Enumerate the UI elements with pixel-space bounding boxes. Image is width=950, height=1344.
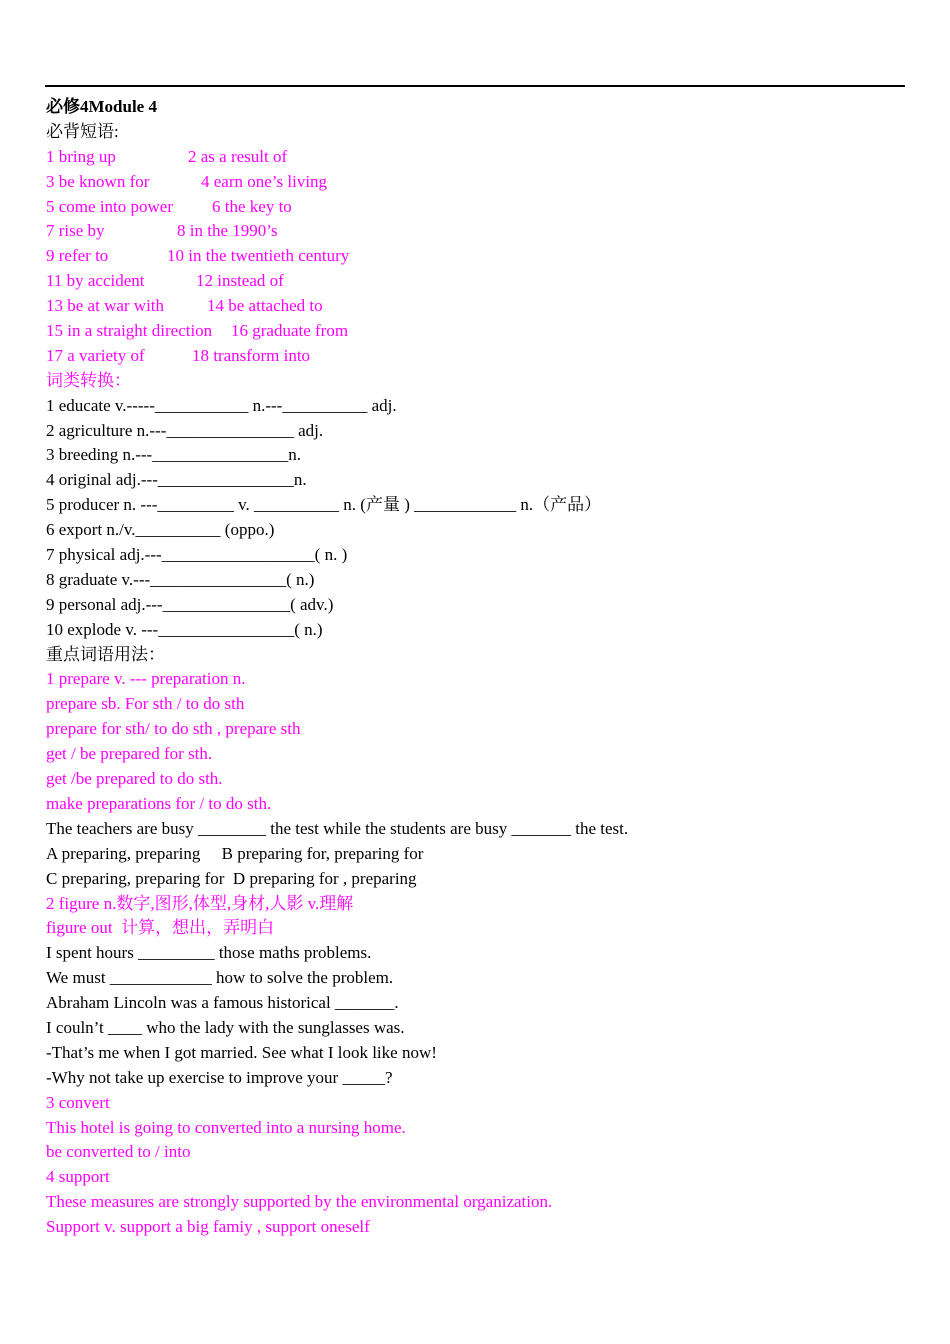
conversion-item: 3 breeding n.---________________n.	[46, 445, 301, 465]
usage-line: 4 support	[46, 1167, 110, 1187]
usage-line: prepare for sth/ to do sth , prepare sth	[46, 719, 301, 739]
phrase-item: 15 in a straight direction	[46, 321, 213, 341]
phrase-item: 10 in the twentieth century	[167, 246, 350, 266]
document-body	[46, 95, 906, 1240]
usage-line: A preparing, preparing B preparing for, preparing for	[46, 843, 424, 863]
conversion-item: 6 export n./v.__________ (oppo.)	[46, 520, 275, 540]
usage-heading: 重点词语用法：	[46, 644, 165, 664]
usage-line: be converted to / into	[46, 1142, 191, 1162]
usage-line: Support v. support a big famiy , support oneself	[46, 1217, 370, 1237]
phrase-item: 4 earn one’s living	[201, 171, 328, 191]
phrase-row	[46, 145, 906, 170]
usage-line: 1 prepare v. --- preparation n.	[46, 669, 246, 689]
phrase-item: 17 a variety of	[46, 345, 145, 365]
usage-list	[46, 667, 906, 1239]
phrase-row	[46, 269, 906, 294]
conversion-item: 2 agriculture n.---_______________ adj.	[46, 420, 324, 440]
conversion-item: 5 producer n. ---_________ v. __________ n. (产量 ) ____________ n.（产品）	[46, 495, 602, 515]
conversion-item: 7 physical adj.---__________________( n. )	[46, 545, 348, 565]
phrase-item: 7 rise by	[46, 221, 105, 241]
phrase-item: 3 be known for	[46, 171, 150, 191]
conversion-item: 10 explode v. ---________________( n.)	[46, 619, 323, 639]
phrase-item: 12 instead of	[196, 271, 284, 291]
phrase-row	[46, 344, 906, 369]
phrase-item: 11 by accident	[46, 271, 145, 291]
phrase-item: 9 refer to	[46, 246, 109, 266]
usage-line: The teachers are busy ________ the test while the students are busy _______ the test.	[46, 818, 629, 838]
usage-line: figure out 计算，想出，弄明白	[46, 918, 275, 938]
phrase-item: 18 transform into	[192, 345, 311, 365]
usage-line: get / be prepared for sth.	[46, 744, 213, 764]
phrase-item: 5 come into power	[46, 196, 173, 216]
usage-line: prepare sb. For sth / to do sth	[46, 694, 245, 714]
usage-line: get /be prepared to do sth.	[46, 769, 223, 789]
usage-line: These measures are strongly supported by the environmental organization.	[46, 1192, 553, 1212]
usage-line: -Why not take up exercise to improve your _____?	[46, 1067, 393, 1087]
usage-line: 3 convert	[46, 1092, 110, 1112]
phrases-heading: 必背短语:	[46, 121, 119, 141]
conversion-item: 4 original adj.---________________n.	[46, 470, 307, 490]
usage-line: 2 figure n.数字,图形,体型,身材,人影 v.理解	[46, 893, 354, 913]
phrase-item: 13 be at war with	[46, 296, 165, 316]
phrase-row	[46, 294, 906, 319]
phrase-item: 8 in the 1990’s	[177, 221, 278, 241]
phrase-item: 6 the key to	[212, 196, 292, 216]
phrase-item: 16 graduate from	[231, 321, 349, 341]
phrase-row	[46, 244, 906, 269]
header-rule	[45, 85, 905, 87]
phrase-item: 1 bring up	[46, 146, 116, 166]
conversion-item: 9 personal adj.---_______________( adv.)	[46, 594, 334, 614]
usage-line: C preparing, preparing for D preparing for , preparing	[46, 868, 417, 888]
conversion-heading: 词类转换：	[46, 370, 131, 390]
phrase-item: 2 as a result of	[188, 146, 288, 166]
usage-line: I couln’t ____ who the lady with the sunglasses was.	[46, 1017, 405, 1037]
usage-line: We must ____________ how to solve the problem.	[46, 968, 394, 988]
usage-line: Abraham Lincoln was a famous historical _______.	[46, 993, 399, 1013]
phrase-row	[46, 170, 906, 195]
usage-line: This hotel is going to converted into a nursing home.	[46, 1117, 406, 1137]
phrase-item: 14 be attached to	[207, 296, 323, 316]
phrase-row	[46, 219, 906, 244]
usage-line: -That’s me when I got married. See what I look like now!	[46, 1042, 437, 1062]
usage-line: make preparations for / to do sth.	[46, 793, 272, 813]
conversion-item: 1 educate v.-----___________ n.---__________ adj.	[46, 395, 397, 415]
conversion-item: 8 graduate v.---________________( n.)	[46, 569, 315, 589]
conversion-list	[46, 394, 906, 643]
phrase-list	[46, 145, 906, 369]
phrase-row	[46, 319, 906, 344]
page-title: 必修4Module 4	[46, 97, 157, 116]
phrase-row	[46, 195, 906, 220]
usage-line: I spent hours _________ those maths problems.	[46, 943, 372, 963]
